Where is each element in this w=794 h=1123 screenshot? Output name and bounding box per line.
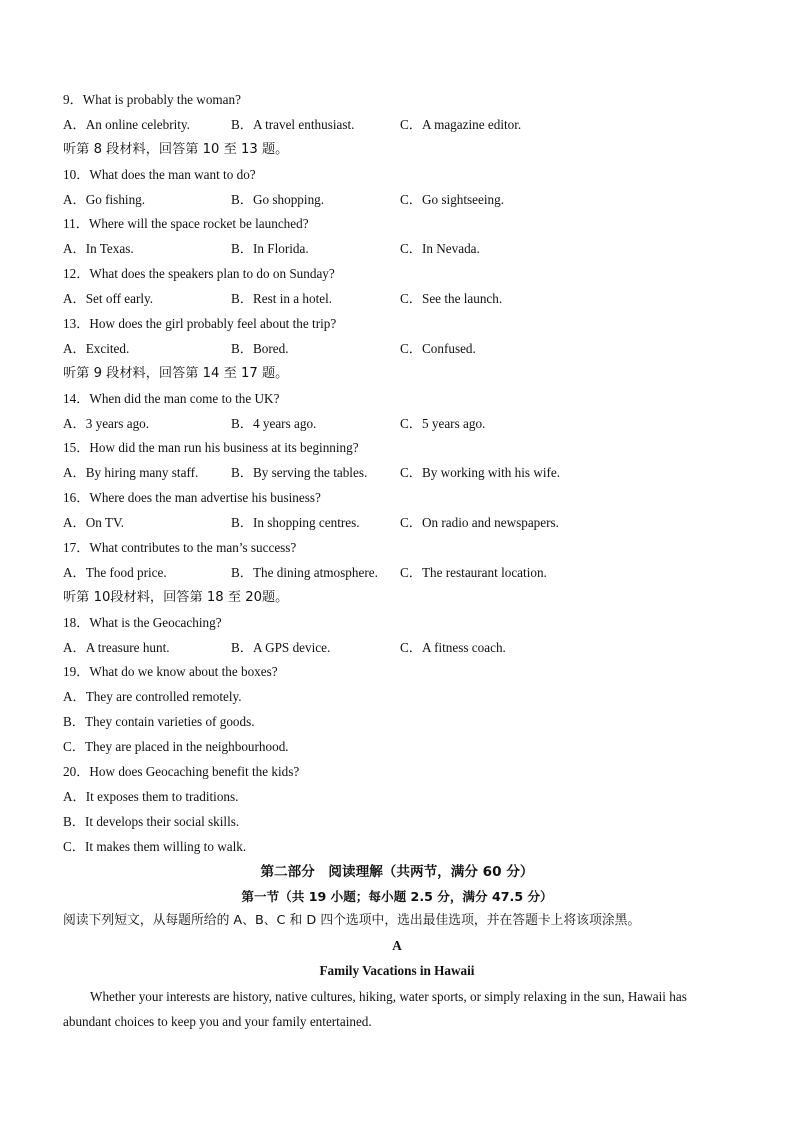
question-9-options (63, 113, 731, 138)
passage-paragraph: Whether your interests are history, native cultures, hiking, water sports, or simply relaxing in the sun, Hawaii has abundant choices to keep you and your family entertained. (63, 989, 687, 1030)
question-13-options (63, 337, 731, 362)
question-18: 18．What is the Geocaching? (63, 614, 222, 630)
question-11-options (63, 237, 731, 262)
option-c: C．See the launch. (400, 291, 503, 307)
question-10-options (63, 188, 731, 213)
section-8-instruction: 听第 8 段材料，回答第 10 至 13 题。 (63, 141, 289, 157)
option-a: A．An online celebrity. (63, 116, 190, 132)
option-c: C．By working with his wife. (400, 465, 561, 481)
option-b: B．The dining atmosphere. (231, 564, 378, 580)
option-b: B．It develops their social skills. (63, 813, 240, 829)
part-2-title: 第二部分 阅读理解（共两节，满分 60 分） (260, 863, 534, 880)
option-a: A．A treasure hunt. (63, 639, 170, 655)
question-15-options (63, 461, 731, 486)
option-b: B．A GPS device. (231, 639, 331, 655)
question-13: 13．How does the girl probably feel about the trip? (63, 316, 337, 332)
option-a: A．The food price. (63, 564, 167, 580)
option-a: A．They are controlled remotely. (63, 689, 242, 705)
question-20: 20．How does Geocaching benefit the kids? (63, 764, 300, 780)
option-a: A．By hiring many staff. (63, 465, 199, 481)
option-c: C．It makes them willing to walk. (63, 838, 247, 854)
passage-title: Family Vacations in Hawaii (319, 963, 475, 979)
option-a: A．On TV. (63, 515, 125, 531)
option-a: A．In Texas. (63, 241, 134, 257)
question-16-options (63, 511, 731, 536)
option-a: A．It exposes them to traditions. (63, 788, 239, 804)
option-a: A．Go fishing. (63, 191, 146, 207)
option-b: B．Rest in a hotel. (231, 291, 333, 307)
question-10: 10．What does the man want to do? (63, 166, 256, 182)
question-12: 12．What does the speakers plan to do on Sunday? (63, 266, 335, 282)
section-1-title: 第一节（共 19 小题；每小题 2.5 分，满分 47.5 分） (241, 888, 553, 904)
option-b: B．They contain varieties of goods. (63, 714, 255, 730)
question-14: 14．When did the man come to the UK? (63, 390, 280, 406)
question-18-options (63, 636, 731, 661)
option-b: B．In shopping centres. (231, 515, 360, 531)
option-c: C．On radio and newspapers. (400, 515, 559, 531)
question-16: 16．Where does the man advertise his business? (63, 490, 321, 506)
option-b: B．By serving the tables. (231, 465, 368, 481)
option-c: C．They are placed in the neighbourhood. (63, 739, 289, 755)
exam-content (63, 88, 731, 1034)
option-b: B．In Florida. (231, 241, 309, 257)
option-b: B．4 years ago. (231, 415, 317, 431)
option-a: A．Set off early. (63, 291, 154, 307)
option-c: C．5 years ago. (400, 415, 486, 431)
passage-letter: A (392, 938, 402, 954)
question-17-options (63, 561, 731, 586)
option-b: B．Go shopping. (231, 191, 325, 207)
option-c: C．Confused. (400, 340, 476, 356)
question-12-options (63, 287, 731, 312)
question-15: 15．How did the man run his business at its beginning? (63, 440, 359, 456)
question-11: 11．Where will the space rocket be launched? (63, 216, 309, 232)
option-a: A．3 years ago. (63, 415, 150, 431)
option-c: C．In Nevada. (400, 241, 480, 257)
question-14-options (63, 412, 731, 437)
option-b: B．Bored. (231, 340, 289, 356)
question-19: 19．What do we know about the boxes? (63, 664, 278, 680)
question-17: 17．What contributes to the man’s success? (63, 540, 297, 556)
section-10-instruction: 听第 10段材料，回答第 18 至 20题。 (63, 589, 289, 605)
option-c: C．The restaurant location. (400, 564, 547, 580)
option-c: C．Go sightseeing. (400, 191, 505, 207)
question-9: 9．What is probably the woman? (63, 92, 241, 107)
option-b: B．A travel enthusiast. (231, 116, 355, 132)
option-a: A．Excited. (63, 340, 130, 356)
reading-instruction: 阅读下列短文，从每题所给的 A、B、C 和 D 四个选项中，选出最佳选项，并在答题卡上将该项涂黑。 (63, 913, 641, 929)
section-9-instruction: 听第 9 段材料，回答第 14 至 17 题。 (63, 365, 289, 381)
option-c: C．A fitness coach. (400, 639, 506, 655)
option-c: C．A magazine editor. (400, 116, 522, 132)
